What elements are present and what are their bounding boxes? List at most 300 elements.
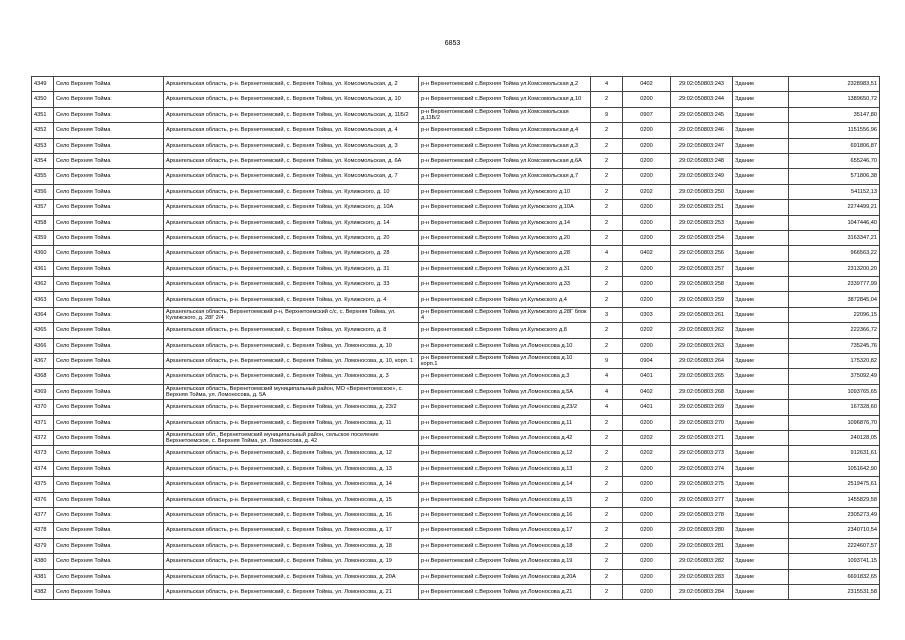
address-short-cell: р-н Верхнетоемский с.Верхняя Тойма ул.Ломоносова д.10 корп.1 [419,354,591,369]
type-code-cell: 4 [591,384,623,399]
category-code-cell: 0200 [623,492,671,507]
address-cell: Архангельская область, р-н. Верхнетоемский, с. Верхняя Тойма, ул. Кулижского, д. 31 [164,261,419,276]
address-short-cell: р-н Верхнетоемский с.Верхняя Тойма ул.Ломоносова д.11 [419,415,591,430]
table-row [32,277,880,292]
address-cell: Архангельская область, р-н. Верхнетоемский, с. Верхняя Тойма, ул. Ломоносова, д. 16 [164,507,419,522]
address-short-cell: р-н Верхнетоемский с.Верхняя Тойма ул.Ломоносова д.10 [419,338,591,353]
cadastral-number-cell: 29:02:050803:271 [671,430,733,445]
object-type-cell: Здание [733,400,789,415]
cadastral-number-cell: 29:02:050803:256 [671,246,733,261]
address-short-cell: р-н Верхнетоемский с.Верхняя Тойма ул.Кулижского д.10 [419,184,591,199]
type-code-cell: 2 [591,569,623,584]
address-short-cell: р-н Верхнетоемский с.Верхняя Тойма ул.Ломоносова д.14 [419,477,591,492]
type-code-cell: 2 [591,507,623,522]
object-type-cell: Здание [733,261,789,276]
category-code-cell: 0200 [623,153,671,168]
table-row [32,554,880,569]
row-number-cell: 4368 [32,369,54,384]
row-number-cell: 4362 [32,277,54,292]
table-row [32,92,880,107]
address-cell: Архангельская область, р-н. Верхнетоемский, с. Верхняя Тойма, ул. Ломоносова, д. 13 [164,461,419,476]
address-short-cell: р-н Верхнетоемский с.Верхняя Тойма ул.Ломоносова д.13 [419,461,591,476]
table-row [32,507,880,522]
address-short-cell: р-н Верхнетоемский с.Верхняя Тойма ул.Ломоносова д.17 [419,523,591,538]
page-number: 6853 [444,40,461,47]
row-number-cell: 4356 [32,184,54,199]
table-row [32,477,880,492]
type-code-cell: 2 [591,261,623,276]
address-short-cell: р-н Верхнетоемский с.Верхняя Тойма ул.Ломоносова д.19 [419,554,591,569]
cadastral-value-cell: 1096876,70 [789,415,880,430]
row-number-cell: 4366 [32,338,54,353]
address-short-cell: р-н Верхнетоемский с.Верхняя Тойма ул.Комсомольская д.10 [419,92,591,107]
table-row [32,338,880,353]
table-row [32,230,880,245]
table-row [32,446,880,461]
settlement-name-cell: Село Верхняя Тойма [54,138,164,153]
address-cell: Архангельская область, р-н. Верхнетоемский, с. Верхняя Тойма, ул. Ломоносова, д. 3 [164,369,419,384]
type-code-cell: 2 [591,153,623,168]
object-type-cell: Здание [733,215,789,230]
object-type-cell: Здание [733,415,789,430]
settlement-name-cell: Село Верхняя Тойма [54,369,164,384]
category-code-cell: 0200 [623,230,671,245]
table-row [32,461,880,476]
settlement-name-cell: Село Верхняя Тойма [54,523,164,538]
cadastral-value-cell: 571806,38 [789,169,880,184]
cadastral-number-cell: 29:02:050803:282 [671,554,733,569]
object-type-cell: Здание [733,153,789,168]
address-cell: Архангельская область, р-н. Верхнетоемский, с. Верхняя Тойма, ул. Комсомольская, д. 6А [164,153,419,168]
cadastral-number-cell: 29:02:050803:253 [671,215,733,230]
row-number-cell: 4370 [32,400,54,415]
address-short-cell: р-н Верхнетоемский с.Верхняя Тойма ул.Ломоносова д.16 [419,507,591,522]
address-short-cell: р-н Верхнетоемский с.Верхняя Тойма ул.Комсомольская д.4 [419,123,591,138]
property-table [31,76,880,600]
table-row [32,523,880,538]
object-type-cell: Здание [733,369,789,384]
cadastral-number-cell: 29:02:050803:262 [671,323,733,338]
type-code-cell: 2 [591,292,623,307]
object-type-cell: Здание [733,246,789,261]
object-type-cell: Здание [733,523,789,538]
settlement-name-cell: Село Верхняя Тойма [54,292,164,307]
cadastral-number-cell: 29:02:050803:274 [671,461,733,476]
settlement-name-cell: Село Верхняя Тойма [54,400,164,415]
address-short-cell: р-н Верхнетоемский с.Верхняя Тойма ул.Кулижского д.28 [419,246,591,261]
settlement-name-cell: Село Верхняя Тойма [54,384,164,399]
settlement-name-cell: Село Верхняя Тойма [54,430,164,445]
category-code-cell: 0202 [623,323,671,338]
settlement-name-cell: Село Верхняя Тойма [54,446,164,461]
address-cell: Архангельская область, Верхнетоемский муниципальный район, МО «Верхнетоемское», с. Верхняя Тойма, ул. Ломоносова, д. 5А [164,384,419,399]
address-cell: Архангельская область, р-н. Верхнетоемский, с. Верхняя Тойма, ул. Ломоносова, д. 23/2 [164,400,419,415]
address-short-cell: р-н Верхнетоемский с.Верхняя Тойма ул.Кулижского д.28Г блок 4 [419,307,591,322]
address-cell: Архангельская область, р-н. Верхнетоемский, с. Верхняя Тойма, ул. Ломоносова, д. 10, корп. 1 [164,354,419,369]
cadastral-value-cell: 3163347,21 [789,230,880,245]
settlement-name-cell: Село Верхняя Тойма [54,169,164,184]
category-code-cell: 0200 [623,261,671,276]
row-number-cell: 4363 [32,292,54,307]
table-row [32,354,880,369]
type-code-cell: 4 [591,400,623,415]
type-code-cell: 2 [591,338,623,353]
cadastral-value-cell: 222366,72 [789,323,880,338]
cadastral-number-cell: 29:02:050803:281 [671,538,733,553]
settlement-name-cell: Село Верхняя Тойма [54,554,164,569]
table-row [32,77,880,92]
row-number-cell: 4376 [32,492,54,507]
cadastral-number-cell: 29:02:050803:263 [671,338,733,353]
type-code-cell: 2 [591,584,623,599]
address-short-cell: р-н Верхнетоемский с.Верхняя Тойма ул.Комсомольская д.7 [419,169,591,184]
address-cell: Архангельская область, р-н. Верхнетоемский, с. Верхняя Тойма, ул. Комсомольская, д. 7 [164,169,419,184]
settlement-name-cell: Село Верхняя Тойма [54,77,164,92]
cadastral-number-cell: 29:02:050803:244 [671,92,733,107]
address-cell: Архангельская область, р-н. Верхнетоемский, с. Верхняя Тойма, ул. Ломоносова, д. 11 [164,415,419,430]
row-number-cell: 4364 [32,307,54,322]
row-number-cell: 4380 [32,554,54,569]
cadastral-value-cell: 167328,60 [789,400,880,415]
settlement-name-cell: Село Верхняя Тойма [54,492,164,507]
cadastral-value-cell: 2340710,54 [789,523,880,538]
settlement-name-cell: Село Верхняя Тойма [54,415,164,430]
row-number-cell: 4378 [32,523,54,538]
address-cell: Архангельская область, р-н. Верхнетоемский, с. Верхняя Тойма, ул. Комсомольская, д. 2 [164,77,419,92]
category-code-cell: 0202 [623,430,671,445]
address-cell: Архангельская область, р-н. Верхнетоемский, с. Верхняя Тойма, ул. Ломоносова, д. 15 [164,492,419,507]
address-short-cell: р-н Верхнетоемский с.Верхняя Тойма ул.Ломоносова д.12 [419,446,591,461]
cadastral-value-cell: 3872845,04 [789,292,880,307]
cadastral-number-cell: 29:02:050803:280 [671,523,733,538]
table-row [32,307,880,322]
category-code-cell: 0200 [623,138,671,153]
object-type-cell: Здание [733,461,789,476]
address-cell: Архангельская область, р-н. Верхнетоемский, с. Верхняя Тойма, ул. Кулижского, д. 10А [164,200,419,215]
row-number-cell: 4381 [32,569,54,584]
object-type-cell: Здание [733,430,789,445]
category-code-cell: 0200 [623,200,671,215]
type-code-cell: 2 [591,277,623,292]
table-row [32,200,880,215]
category-code-cell: 0402 [623,384,671,399]
row-number-cell: 4349 [32,77,54,92]
type-code-cell: 9 [591,107,623,122]
type-code-cell: 2 [591,230,623,245]
cadastral-number-cell: 29:02:050803:249 [671,169,733,184]
object-type-cell: Здание [733,184,789,199]
category-code-cell: 0202 [623,184,671,199]
type-code-cell: 2 [591,461,623,476]
cadastral-number-cell: 29:02:050803:264 [671,354,733,369]
cadastral-number-cell: 29:02:050803:259 [671,292,733,307]
type-code-cell: 2 [591,415,623,430]
cadastral-value-cell: 655246,70 [789,153,880,168]
cadastral-value-cell: 735245,76 [789,338,880,353]
cadastral-number-cell: 29:02:050803:245 [671,107,733,122]
category-code-cell: 0200 [623,123,671,138]
settlement-name-cell: Село Верхняя Тойма [54,307,164,322]
address-cell: Архангельская область, р-н. Верхнетоемский, с. Верхняя Тойма, ул. Ломоносова, д. 17 [164,523,419,538]
address-cell: Архангельская область, р-н. Верхнетоемский, с. Верхняя Тойма, ул. Ломоносова, д. 20А [164,569,419,584]
category-code-cell: 0904 [623,354,671,369]
object-type-cell: Здание [733,492,789,507]
category-code-cell: 0200 [623,169,671,184]
row-number-cell: 4355 [32,169,54,184]
table-row [32,153,880,168]
address-cell: Архангельская область, р-н. Верхнетоемский, с. Верхняя Тойма, ул. Ломоносова, д. 10 [164,338,419,353]
cadastral-number-cell: 29:02:050803:268 [671,384,733,399]
address-short-cell: р-н Верхнетоемский с.Верхняя Тойма ул.Кулижского д.20 [419,230,591,245]
category-code-cell: 0200 [623,554,671,569]
settlement-name-cell: Село Верхняя Тойма [54,507,164,522]
cadastral-number-cell: 29:02:050803:246 [671,123,733,138]
settlement-name-cell: Село Верхняя Тойма [54,261,164,276]
address-cell: Архангельская область, р-н. Верхнетоемский, с. Верхняя Тойма, ул. Ломоносова, д. 21 [164,584,419,599]
category-code-cell: 0200 [623,338,671,353]
cadastral-number-cell: 29:02:050803:273 [671,446,733,461]
table-row [32,246,880,261]
settlement-name-cell: Село Верхняя Тойма [54,338,164,353]
table-row [32,492,880,507]
address-short-cell: р-н Верхнетоемский с.Верхняя Тойма ул.Ломоносова д.42 [419,430,591,445]
settlement-name-cell: Село Верхняя Тойма [54,230,164,245]
category-code-cell: 0200 [623,507,671,522]
table-row [32,323,880,338]
category-code-cell: 0200 [623,477,671,492]
table-row [32,415,880,430]
object-type-cell: Здание [733,507,789,522]
type-code-cell: 2 [591,123,623,138]
category-code-cell: 0200 [623,584,671,599]
address-cell: Архангельская область, р-н. Верхнетоемский, с. Верхняя Тойма, ул. Кулижского, д. 8 [164,323,419,338]
row-number-cell: 4353 [32,138,54,153]
table-row [32,138,880,153]
settlement-name-cell: Село Верхняя Тойма [54,107,164,122]
category-code-cell: 0907 [623,107,671,122]
category-code-cell: 0200 [623,569,671,584]
cadastral-number-cell: 29:02:050803:251 [671,200,733,215]
category-code-cell: 0401 [623,369,671,384]
type-code-cell: 2 [591,215,623,230]
table-row [32,584,880,599]
cadastral-value-cell: 6691832,65 [789,569,880,584]
cadastral-number-cell: 29:02:050803:269 [671,400,733,415]
row-number-cell: 4354 [32,153,54,168]
category-code-cell: 0200 [623,215,671,230]
address-short-cell: р-н Верхнетоемский с.Верхняя Тойма ул.Кулижского д.4 [419,292,591,307]
settlement-name-cell: Село Верхняя Тойма [54,461,164,476]
address-cell: Архангельская область, р-н. Верхнетоемский, с. Верхняя Тойма, ул. Комсомольская, д. 11Б/2 [164,107,419,122]
category-code-cell: 0303 [623,307,671,322]
address-cell: Архангельская область, р-н. Верхнетоемский, с. Верхняя Тойма, ул. Кулижского, д. 4 [164,292,419,307]
address-short-cell: р-н Верхнетоемский с.Верхняя Тойма ул.Ломоносова д.20А [419,569,591,584]
category-code-cell: 0402 [623,246,671,261]
settlement-name-cell: Село Верхняя Тойма [54,200,164,215]
type-code-cell: 2 [591,492,623,507]
type-code-cell: 2 [591,323,623,338]
address-cell: Архангельская область, р-н. Верхнетоемский, с. Верхняя Тойма, ул. Ломоносова, д. 12 [164,446,419,461]
type-code-cell: 2 [591,138,623,153]
cadastral-number-cell: 29:02:050803:257 [671,261,733,276]
type-code-cell: 3 [591,307,623,322]
cadastral-number-cell: 29:02:050803:277 [671,492,733,507]
address-short-cell: р-н Верхнетоемский с.Верхняя Тойма ул.Ломоносова д.21 [419,584,591,599]
cadastral-number-cell: 29:02:050803:250 [671,184,733,199]
cadastral-number-cell: 29:02:050803:261 [671,307,733,322]
cadastral-number-cell: 29:02:050803:247 [671,138,733,153]
address-short-cell: р-н Верхнетоемский с.Верхняя Тойма ул.Ломоносова д.18 [419,538,591,553]
type-code-cell: 4 [591,369,623,384]
address-short-cell: р-н Верхнетоемский с.Верхняя Тойма ул.Кулижского д.31 [419,261,591,276]
table-row [32,400,880,415]
object-type-cell: Здание [733,323,789,338]
row-number-cell: 4375 [32,477,54,492]
address-short-cell: р-н Верхнетоемский с.Верхняя Тойма ул.Комсомольская д.2 [419,77,591,92]
address-short-cell: р-н Верхнетоемский с.Верхняя Тойма ул.Ломоносова д.3 [419,369,591,384]
address-cell: Архангельская обл., Верхнетоемский муниципальный район, сельское поселение Верхнетоемское, с. Верхняя Тойма, ул. Ломоносова, д. 42 [164,430,419,445]
object-type-cell: Здание [733,230,789,245]
cadastral-number-cell: 29:02:050803:283 [671,569,733,584]
object-type-cell: Здание [733,292,789,307]
cadastral-value-cell: 541152,13 [789,184,880,199]
cadastral-value-cell: 2274499,21 [789,200,880,215]
table-row [32,184,880,199]
object-type-cell: Здание [733,277,789,292]
settlement-name-cell: Село Верхняя Тойма [54,477,164,492]
row-number-cell: 4367 [32,354,54,369]
address-cell: Архангельская область, р-н. Верхнетоемский, с. Верхняя Тойма, ул. Кулижского, д. 10 [164,184,419,199]
cadastral-number-cell: 29:02:050803:278 [671,507,733,522]
address-short-cell: р-н Верхнетоемский с.Верхняя Тойма ул.Кулижского д.33 [419,277,591,292]
row-number-cell: 4351 [32,107,54,122]
table-body [32,77,880,600]
settlement-name-cell: Село Верхняя Тойма [54,184,164,199]
cadastral-number-cell: 29:02:050803:258 [671,277,733,292]
object-type-cell: Здание [733,123,789,138]
settlement-name-cell: Село Верхняя Тойма [54,246,164,261]
table-row [32,169,880,184]
object-type-cell: Здание [733,354,789,369]
table-row [32,384,880,399]
type-code-cell: 4 [591,77,623,92]
type-code-cell: 2 [591,200,623,215]
row-number-cell: 4350 [32,92,54,107]
row-number-cell: 4352 [32,123,54,138]
category-code-cell: 0200 [623,461,671,476]
settlement-name-cell: Село Верхняя Тойма [54,215,164,230]
table-row [32,292,880,307]
settlement-name-cell: Село Верхняя Тойма [54,584,164,599]
category-code-cell: 0200 [623,523,671,538]
type-code-cell: 2 [591,92,623,107]
row-number-cell: 4365 [32,323,54,338]
cadastral-value-cell: 240128,05 [789,430,880,445]
type-code-cell: 2 [591,523,623,538]
type-code-cell: 4 [591,246,623,261]
settlement-name-cell: Село Верхняя Тойма [54,153,164,168]
table-row [32,215,880,230]
object-type-cell: Здание [733,338,789,353]
cadastral-value-cell: 691806,87 [789,138,880,153]
address-cell: Архангельская область, р-н. Верхнетоемский, с. Верхняя Тойма, ул. Кулижского, д. 28 [164,246,419,261]
address-short-cell: р-н Верхнетоемский с.Верхняя Тойма ул.Комсомольская д.3 [419,138,591,153]
address-short-cell: р-н Верхнетоемский с.Верхняя Тойма ул.Ломоносова д.5А [419,384,591,399]
cadastral-value-cell: 2339777,99 [789,277,880,292]
cadastral-value-cell: 1051642,90 [789,461,880,476]
row-number-cell: 4371 [32,415,54,430]
table-row [32,369,880,384]
cadastral-number-cell: 29:02:050803:243 [671,77,733,92]
type-code-cell: 2 [591,184,623,199]
address-cell: Архангельская область, р-н. Верхнетоемский, с. Верхняя Тойма, ул. Кулижского, д. 14 [164,215,419,230]
type-code-cell: 9 [591,354,623,369]
cadastral-value-cell: 1455829,58 [789,492,880,507]
row-number-cell: 4369 [32,384,54,399]
object-type-cell: Здание [733,307,789,322]
category-code-cell: 0202 [623,446,671,461]
address-cell: Архангельская область, р-н. Верхнетоемский, с. Верхняя Тойма, ул. Комсомольская, д. 4 [164,123,419,138]
settlement-name-cell: Село Верхняя Тойма [54,538,164,553]
cadastral-value-cell: 2328983,51 [789,77,880,92]
row-number-cell: 4361 [32,261,54,276]
cadastral-value-cell: 1151556,96 [789,123,880,138]
address-short-cell: р-н Верхнетоемский с.Верхняя Тойма ул.Комсомольская д.6А [419,153,591,168]
cadastral-value-cell: 912631,61 [789,446,880,461]
type-code-cell: 2 [591,538,623,553]
address-cell: Архангельская область, р-н. Верхнетоемский, с. Верхняя Тойма, ул. Комсомольская, д. 3 [164,138,419,153]
address-cell: Архангельская область, р-н. Верхнетоемский, с. Верхняя Тойма, ул. Ломоносова, д. 14 [164,477,419,492]
cadastral-number-cell: 29:02:050803:254 [671,230,733,245]
object-type-cell: Здание [733,554,789,569]
category-code-cell: 0200 [623,415,671,430]
cadastral-value-cell: 1389650,72 [789,92,880,107]
type-code-cell: 2 [591,169,623,184]
object-type-cell: Здание [733,384,789,399]
address-short-cell: р-н Верхнетоемский с.Верхняя Тойма ул.Ломоносова д.15 [419,492,591,507]
settlement-name-cell: Село Верхняя Тойма [54,277,164,292]
cadastral-number-cell: 29:02:050803:275 [671,477,733,492]
address-cell: Архангельская область, Верхнетоемский р-н, Верхнетоемский с/с, с. Верхняя Тойма, ул. Кулижского, д. 28Г 2/4 [164,307,419,322]
object-type-cell: Здание [733,92,789,107]
address-cell: Архангельская область, р-н. Верхнетоемский, с. Верхняя Тойма, ул. Ломоносова, д. 18 [164,538,419,553]
category-code-cell: 0401 [623,400,671,415]
address-short-cell: р-н Верхнетоемский с.Верхняя Тойма ул.Кулижского д.10А [419,200,591,215]
category-code-cell: 0200 [623,277,671,292]
cadastral-value-cell: 2313200,20 [789,261,880,276]
table-row [32,538,880,553]
object-type-cell: Здание [733,477,789,492]
cadastral-value-cell: 1093765,65 [789,384,880,399]
object-type-cell: Здание [733,169,789,184]
row-number-cell: 4358 [32,215,54,230]
row-number-cell: 4374 [32,461,54,476]
row-number-cell: 4359 [32,230,54,245]
cadastral-value-cell: 1093741,15 [789,554,880,569]
object-type-cell: Здание [733,446,789,461]
cadastral-value-cell: 2224607,57 [789,538,880,553]
object-type-cell: Здание [733,584,789,599]
row-number-cell: 4382 [32,584,54,599]
object-type-cell: Здание [733,200,789,215]
settlement-name-cell: Село Верхняя Тойма [54,92,164,107]
cadastral-value-cell: 966563,22 [789,246,880,261]
cadastral-number-cell: 29:02:050803:248 [671,153,733,168]
cadastral-value-cell: 2519475,61 [789,477,880,492]
category-code-cell: 0402 [623,77,671,92]
address-short-cell: р-н Верхнетоемский с.Верхняя Тойма ул.Кулижского д.8 [419,323,591,338]
category-code-cell: 0200 [623,92,671,107]
